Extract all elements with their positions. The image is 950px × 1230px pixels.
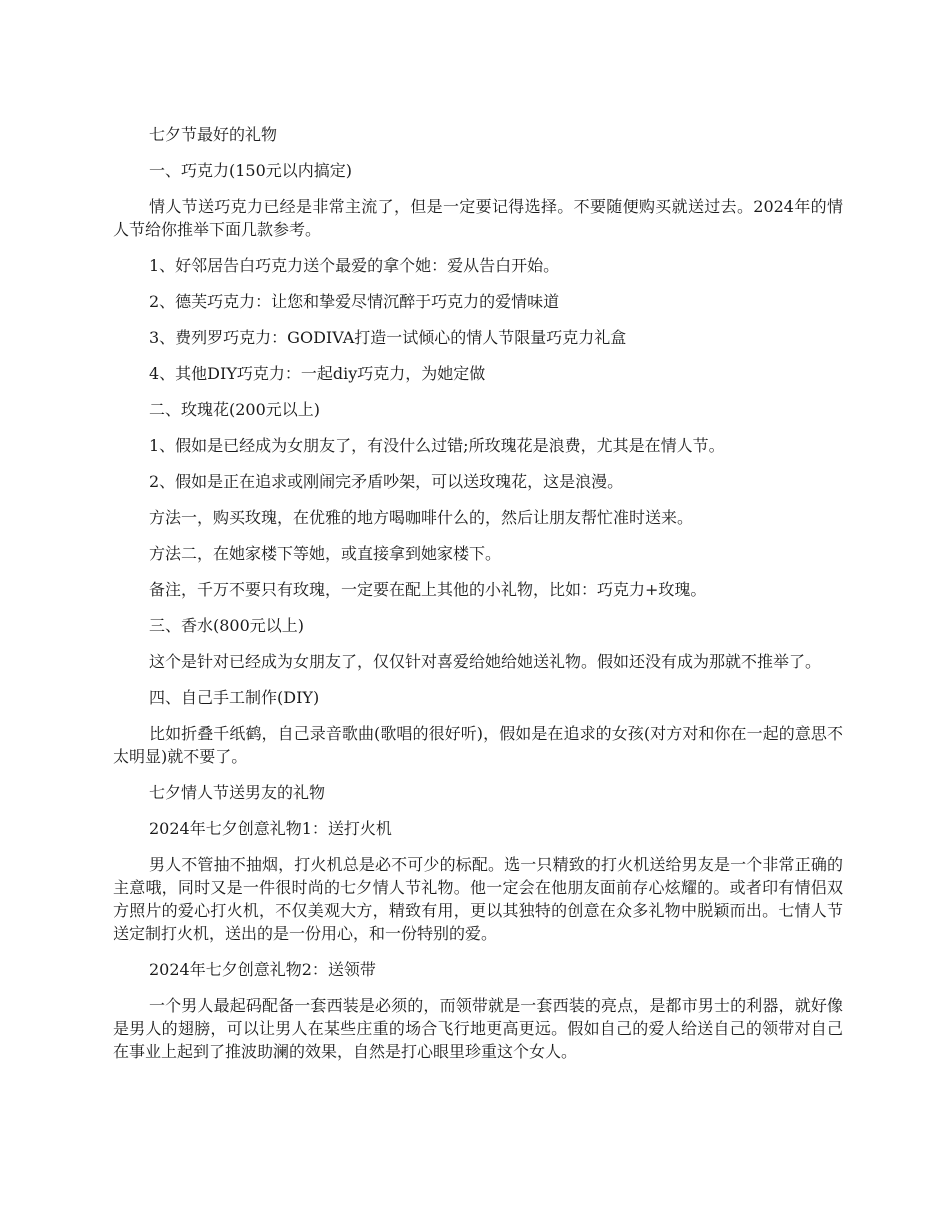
paragraph-method-one: 方法一，购买玫瑰，在优雅的地方喝咖啡什么的，然后让朋友帮忙准时送来。 xyxy=(149,508,694,527)
list-item-roses-1: 1、假如是已经成为女朋友了，有没什么过错;所玫瑰花是浪费，尤其是在情人节。 xyxy=(149,436,725,455)
section-heading-diy: 四、自己手工制作(DIY) xyxy=(149,688,320,707)
paragraph-chocolate-intro: 情人节送巧克力已经是非常主流了，但是一定要记得选择。不要随便购买就送过去。2024年的情人节给你推举下面几款参考。 xyxy=(113,197,843,239)
section-heading-boyfriend-gifts: 七夕情人节送男友的礼物 xyxy=(149,783,326,802)
list-item-chocolate-1: 1、好邻居告白巧克力送个最爱的拿个她：爱从告白开始。 xyxy=(149,256,560,275)
subheading-gift-tie: 2024年七夕创意礼物2：送领带 xyxy=(149,960,376,979)
section-heading-perfume: 三、香水(800元以上) xyxy=(149,616,305,635)
list-item-chocolate-4: 4、其他DIY巧克力：一起diy巧克力，为她定做 xyxy=(149,364,486,383)
document-body xyxy=(113,123,843,1076)
subheading-gift-lighter: 2024年七夕创意礼物1：送打火机 xyxy=(149,819,392,838)
paragraph-method-two: 方法二，在她家楼下等她，或直接拿到她家楼下。 xyxy=(149,544,502,563)
section-heading-chocolate: 一、巧克力(150元以内搞定) xyxy=(149,161,353,180)
list-item-chocolate-3: 3、费列罗巧克力：GODIVA打造一试倾心的情人节限量巧克力礼盒 xyxy=(149,328,627,347)
paragraph-lighter: 男人不管抽不抽烟，打火机总是必不可少的标配。选一只精致的打火机送给男友是一个非常正确的主意哦，同时又是一件很时尚的七夕情人节礼物。他一定会在他朋友面前存心炫耀的。或者印有情侣双方照片的爱心打火机，不仅美观大方，精致有用，更以其独特的创意在众多礼物中脱颖而出。七情人节送定制打火机，送出的是一份用心，和一份特别的爱。 xyxy=(113,855,843,943)
paragraph-note: 备注，千万不要只有玫瑰，一定要在配上其他的小礼物，比如：巧克力+玫瑰。 xyxy=(149,580,707,599)
paragraph-perfume: 这个是针对已经成为女朋友了，仅仅针对喜爱给她给她送礼物。假如还没有成为那就不推举了。 xyxy=(149,652,822,671)
document-title: 七夕节最好的礼物 xyxy=(149,125,278,144)
paragraph-diy: 比如折叠千纸鹤，自己录音歌曲(歌唱的很好听)，假如是在追求的女孩(对方对和你在一起的意思不太明显)就不要了。 xyxy=(113,724,843,766)
list-item-roses-2: 2、假如是正在追求或刚闹完矛盾吵架，可以送玫瑰花，这是浪漫。 xyxy=(149,472,624,491)
paragraph-tie: 一个男人最起码配备一套西装是必须的，而领带就是一套西装的亮点，是都市男士的利器，就好像是男人的翅膀，可以让男人在某些庄重的场合飞行地更高更远。假如自己的爱人给送自己的领带对自己在事业上起到了推波助澜的效果，自然是打心眼里珍重这个女人。 xyxy=(113,996,843,1061)
list-item-chocolate-2: 2、德芙巧克力：让您和挚爱尽情沉醉于巧克力的爱情味道 xyxy=(149,292,560,311)
section-heading-roses: 二、玫瑰花(200元以上) xyxy=(149,400,321,419)
